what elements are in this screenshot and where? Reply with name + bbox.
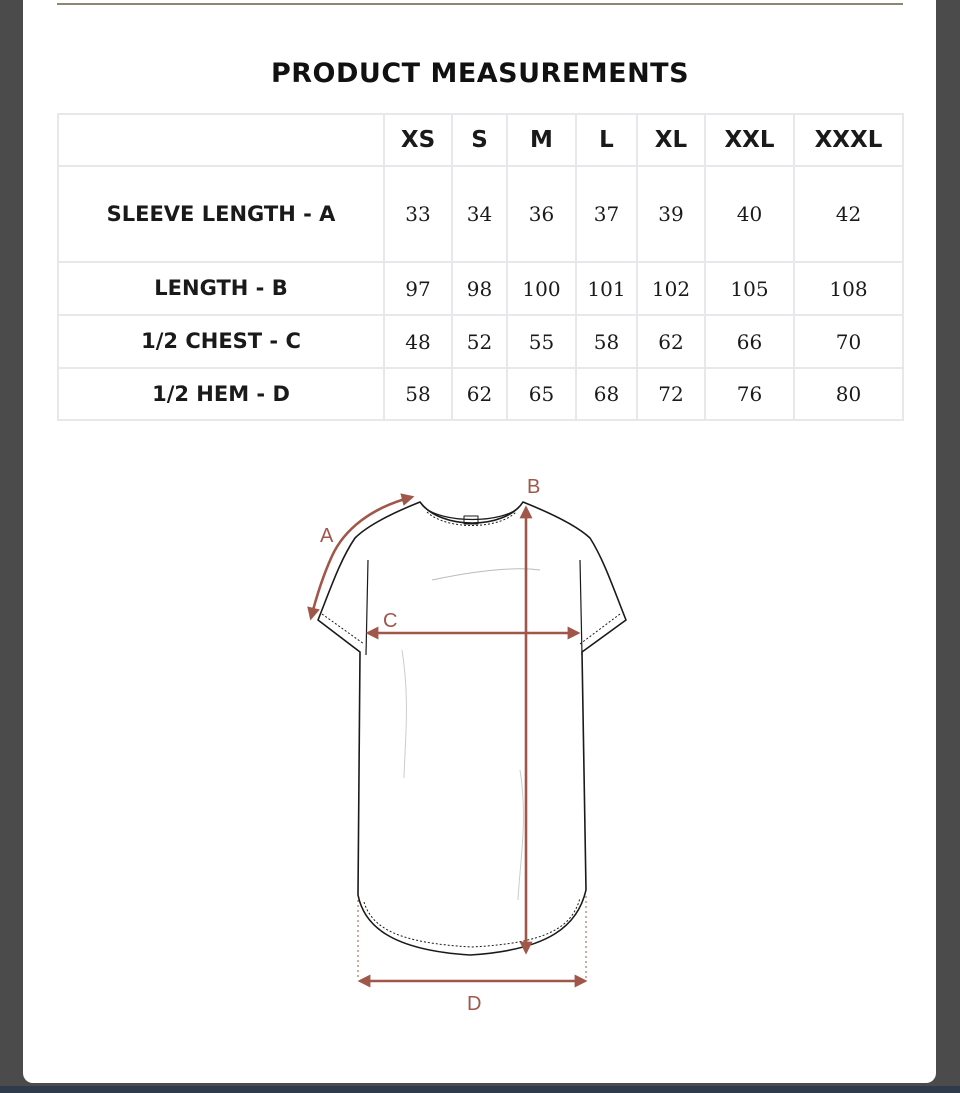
table-cell: 80: [794, 368, 903, 420]
label-a: A: [320, 525, 334, 547]
table-cell: 52: [452, 315, 507, 368]
table-cell: 68: [576, 368, 637, 420]
table-cell: 62: [452, 368, 507, 420]
label-d: D: [467, 993, 482, 1015]
table-cell: 101: [576, 262, 637, 315]
row-label: SLEEVE LENGTH - A: [58, 166, 384, 262]
measure-lines: [311, 497, 586, 981]
t-shirt-outline: [318, 502, 626, 955]
table-cell: 66: [705, 315, 794, 368]
table-cell: 70: [794, 315, 903, 368]
row-label: 1/2 CHEST - C: [58, 315, 384, 368]
table-cell: 76: [705, 368, 794, 420]
table-cell: 97: [384, 262, 452, 315]
table-cell: 58: [576, 315, 637, 368]
table-cell: 36: [507, 166, 576, 262]
size-header: L: [576, 114, 637, 166]
table-cell: 34: [452, 166, 507, 262]
page-title: PRODUCT MEASUREMENTS: [270, 58, 690, 89]
table-cell: 98: [452, 262, 507, 315]
table-cell: 33: [384, 166, 452, 262]
size-header: XL: [637, 114, 705, 166]
table-cell: 55: [507, 315, 576, 368]
table-cell: 37: [576, 166, 637, 262]
table-cell: 40: [705, 166, 794, 262]
table-cell: 58: [384, 368, 452, 420]
table-cell: 65: [507, 368, 576, 420]
table-cell: 72: [637, 368, 705, 420]
size-header: XXL: [705, 114, 794, 166]
table-cell: 102: [637, 262, 705, 315]
table-cell: 62: [637, 315, 705, 368]
table-cell: 108: [794, 262, 903, 315]
size-header: S: [452, 114, 507, 166]
label-b: B: [527, 476, 541, 498]
table-cell: 42: [794, 166, 903, 262]
table-cell: 39: [637, 166, 705, 262]
table-cell: 48: [384, 315, 452, 368]
row-label: 1/2 HEM - D: [58, 368, 384, 420]
size-header: XS: [384, 114, 452, 166]
size-header: M: [507, 114, 576, 166]
row-label: LENGTH - B: [58, 262, 384, 315]
label-c: C: [383, 610, 398, 632]
table-cell: 105: [705, 262, 794, 315]
table-cell: 100: [507, 262, 576, 315]
size-header: XXXL: [794, 114, 903, 166]
